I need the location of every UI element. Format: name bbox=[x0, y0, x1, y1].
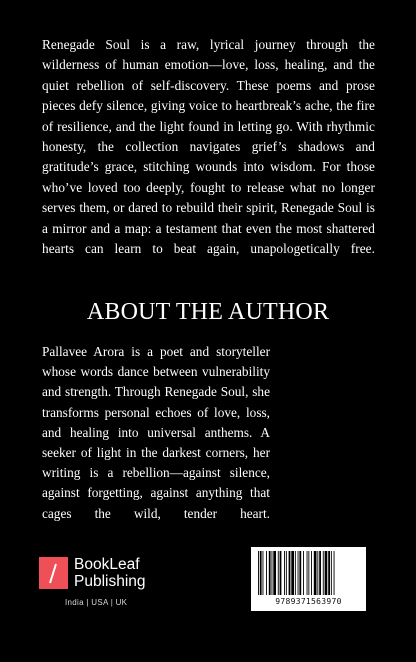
about-author-heading: ABOUT THE AUTHOR bbox=[86, 299, 330, 325]
barcode-bar bbox=[328, 551, 330, 595]
barcode-bar bbox=[291, 551, 294, 595]
barcode-bar bbox=[289, 551, 291, 595]
barcode-bar bbox=[263, 551, 264, 595]
barcode-bar bbox=[331, 551, 332, 595]
barcode-bar bbox=[307, 551, 308, 595]
publisher-name-line2: Publishing bbox=[74, 573, 146, 590]
isbn-number: 9789371563970 bbox=[275, 597, 342, 606]
publisher-regions: India | USA | UK bbox=[65, 598, 128, 607]
barcode-bar bbox=[273, 551, 276, 595]
barcode-bar bbox=[311, 551, 312, 595]
barcode-bar bbox=[269, 551, 271, 595]
publisher-block bbox=[39, 557, 199, 609]
barcode-bar bbox=[325, 551, 328, 595]
author-bio: Pallavee Arora is a poet and storyteller whose words dance between vulnerability and strength. Through Renegade Soul, she transforms personal echoes of love, loss, and healing into universal anthems. A seeker of light in the darkest corners, her writing is a rebellion—against silence, against forgetting, against anything that cages the wild, tender heart. bbox=[42, 344, 270, 521]
publisher-name bbox=[74, 556, 146, 590]
publisher-name-line1: BookLeaf bbox=[74, 556, 140, 573]
barcode-bar bbox=[266, 551, 267, 595]
book-blurb: Renegade Soul is a raw, lyrical journey through the wilderness of human emotion—love, loss, healing, and the quiet rebellion of self-discovery. These poems and prose pieces defy silence, giving voice to heartbreak’s ache, the fire of resilience, and the light found in letting go. With rhythmic honesty, the collection navigates grief’s shadows and gratitude’s grace, stitching wounds into wisdom. For those who’ve loved too deeply, fought to release what no longer serves them, or dared to rebuild their spirit, Renegade Soul is a mirror and a map: a testament that even the most shattered hearts can learn to beat again, unapologetically free. bbox=[42, 37, 375, 257]
barcode-bar bbox=[323, 551, 324, 595]
barcode-bar bbox=[258, 551, 259, 595]
barcode-bar bbox=[286, 551, 287, 595]
barcode-bar bbox=[295, 551, 296, 595]
barcode-bar bbox=[280, 551, 282, 595]
barcode-bar bbox=[314, 551, 317, 595]
barcode-bar bbox=[308, 551, 309, 595]
barcode-bar bbox=[278, 551, 279, 595]
barcode-bar bbox=[284, 551, 285, 595]
barcode-bar bbox=[334, 551, 335, 595]
barcode-bars bbox=[256, 551, 361, 595]
barcode-bar bbox=[272, 551, 273, 595]
isbn-barcode bbox=[251, 547, 366, 611]
barcode-bar bbox=[317, 551, 318, 595]
barcode-bar bbox=[260, 551, 262, 595]
barcode-bar bbox=[303, 551, 304, 595]
barcode-bar bbox=[319, 551, 321, 595]
barcode-bar bbox=[299, 551, 301, 595]
publisher-logo-icon bbox=[39, 557, 68, 589]
barcode-bar bbox=[298, 551, 299, 595]
